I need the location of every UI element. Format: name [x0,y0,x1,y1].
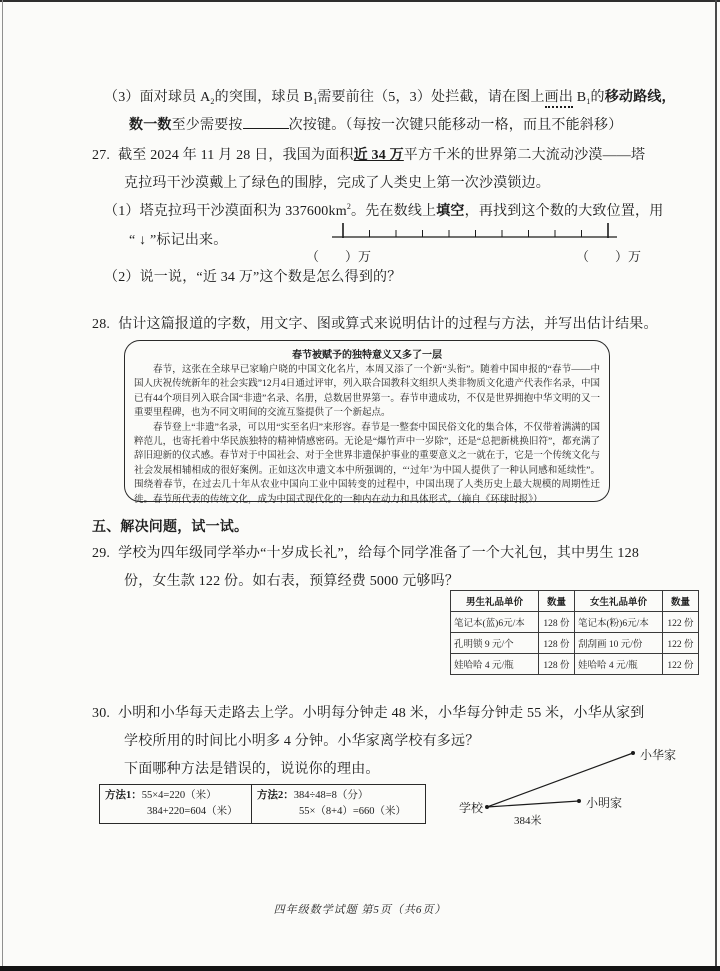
q26-3-bold-text: 移动路线， [604,90,676,105]
q27-1-text: 。先在数线上 [351,204,437,219]
method-1-equation-1: 55×4=220（米） [141,790,217,801]
q26-3-emphasized-text: 画出 [545,90,573,108]
passage-paragraph-1: 春节，这张在全球早已家喻户晓的中国文化名片，本周又添了一个新“头衔”。随着中国申报的“春节——中国人庆祝传统新年的社会实践”12月4日通过评审，列入联合国教科文组织人类非物质文化遗产代表作名录，中国已有44个项目列入联合国“非遗”名录、名册，总数居世界第一。春节申遗成功，不仅是世界拥抱中华文明的又一重要里程碑，也为不同文明间的交流互鉴提供了一个新起点。 [134,365,600,419]
table-cell: 128 份 [539,612,575,633]
q28-text: 估计这篇报道的字数，用文字、图或算式来说明估计的过程与方法，并写出估计结果。 [118,317,658,332]
scan-edge-right [715,0,717,971]
q26-3-text: B [573,90,587,105]
question-29-line2: 份，女生款 122 份。如右表，预算经费 5000 元够吗？ [124,574,459,589]
method-1-label: 方法1： [105,790,142,801]
table-cell: 娃哈哈 4 元/瓶 [451,654,539,675]
question-number: 28. [92,317,111,332]
question-26-3-line2 [129,114,622,134]
table-cell: 娃哈哈 4 元/瓶 [575,654,663,675]
table-cell: 刮刮画 10 元/份 [575,633,663,654]
q26-3-text: 的突围，球员 B [214,90,314,105]
table-cell: 122 份 [663,654,699,675]
method-2-equation-1: 384÷48=8（分） [293,790,369,801]
question-30-line1 [92,702,645,722]
number-line-left-blank: （ ）万 [306,249,372,264]
q26-3-text: 次按键。（每按一次键只能移动一格，而且不能斜移） [288,118,623,133]
q26-3-subscript-b1: 1 [313,97,318,106]
question-28 [92,313,658,333]
table-cell: 孔明锁 9 元/个 [451,633,539,654]
column-header: 数量 [539,591,575,612]
q26-3-bold-text: 数一数 [129,118,172,133]
table-cell: 122 份 [663,612,699,633]
table-cell: 128 份 [539,633,575,654]
question-number: 27. [92,148,111,163]
reading-passage-box [124,340,610,505]
table-cell: 笔记本(粉)6元/本 [575,612,663,633]
q27-1-text: 塔克拉玛干沙漠面积为 337600km [139,204,347,219]
column-header: 数量 [663,591,699,612]
q27-2-text: 说一说，“近 34 万”这个数是怎么得到的？ [139,270,402,285]
table-row [451,654,699,675]
number-line-right-blank: （ ）万 [576,249,642,264]
table-row [451,633,699,654]
q27-1-bold-text: 填空 [436,204,465,219]
question-29-line1 [92,542,639,562]
method-2-label: 方法2： [257,790,294,801]
q26-3-text: （3）面对球员 A [104,90,211,105]
q26-3-subscript-a2: 2 [210,97,215,106]
table-cell: 128 份 [539,654,575,675]
diagram-xiaoming-home-label: 小明家 [586,796,623,810]
q27-1-text: ，再找到这个数的大致位置，用 [464,204,664,219]
column-header: 男生礼品单价 [451,591,539,612]
scan-edge-top [0,0,720,2]
page-footer: 四年级数学试题 第5页（共6页） [273,904,447,916]
passage-paragraph-2: 春节登上“非遗”名录，可以用“实至名归”来形容。春节是一整套中国民俗文化的集合体，不仅带着满满的国粹范儿，也寄托着中华民族独特的精神情感密码。无论是“爆竹声中一岁除”，还是“总把新桃换旧符”，都充满了辞旧迎新的仪式感。春节对于中国社会、对于全世界非遗保护事业的重要意义之一就在于，它是一个传统文化与社会发展相辅相成的很好案例。正如这次申遗文本中所强调的，“‘过年’为中国人提供了一种认同感和延续性”。围绕着春节，在过去几十年从农业中国向工业中国转变的过程中，中国出现了人类历史上最大规模的周期性迁徙。春节所代表的传统文化，成为中国式现代化的一种内在动力和具体形式。（摘自《环球时报》） [134,422,600,505]
question-30-line2: 学校所用的时间比小明多 4 分钟。小华家离学校有多远？ [124,734,480,749]
diagram-school-label: 学校 [459,801,484,815]
column-header: 女生礼品单价 [575,591,663,612]
sub-question-label: （1） [104,204,140,219]
q27-1-superscript: 2 [346,202,352,211]
diagram-xiaohua-home-label: 小华家 [640,748,677,762]
scan-edge-bottom [0,966,720,971]
question-27-2 [104,266,401,286]
scan-edge-left [2,0,3,971]
question-26-3-line1 [104,86,676,106]
table-row [451,612,699,633]
section-5-heading: 五、解决问题，试一试。 [92,520,249,535]
table-header-row [451,591,699,612]
q26-3-text: 的 [590,90,605,105]
question-number: 30. [92,706,111,721]
sub-question-label: （2） [104,270,140,285]
question-27-line1 [92,144,645,164]
q27-underlined-value: 近 34 万 [353,148,404,163]
question-number: 29. [92,546,111,561]
gift-price-table [450,590,699,675]
question-27-line2: 克拉玛干沙漠戴上了绿色的围脖，完成了人类史上第一次沙漠锁边。 [124,176,550,191]
q30-text: 小明和小华每天走路去上学。小明每分钟走 48 米，小华每分钟走 55 米，小华从家到 [118,706,645,721]
question-30-line3: 下面哪种方法是错误的，说说你的理由。 [124,762,380,777]
table-cell: 122 份 [663,633,699,654]
method-2-box [251,784,426,824]
question-27-1-line1 [104,200,663,220]
q26-3-text: 至少需要按 [171,118,243,133]
table-cell: 笔记本(蓝)6元/本 [451,612,539,633]
answer-blank [243,115,289,129]
q26-3-text: 需要前往（5，3）处拦截，请在图上 [317,90,545,105]
method-2-equation-2: 55×（8+4）=660（米） [299,806,407,817]
method-1-box [99,784,253,824]
question-27-1-line2: “ ↓ ”标记出来。 [129,233,228,248]
diagram-distance-label: 384米 [514,815,542,827]
q27-text: 截至 2024 年 11 月 28 日，我国为面积 [118,148,354,163]
method-1-equation-2: 384+220=604（米） [147,806,238,817]
q27-text: 平方千米的世界第二大流动沙漠——塔 [403,148,646,163]
passage-title: 春节被赋予的独特意义又多了一层 [292,350,442,361]
q26-3-subscript-b1: 1 [586,97,591,106]
q29-text: 学校为四年级同学举办“十岁成长礼”，给每个同学准备了一个大礼包，其中男生 128 [118,546,640,561]
